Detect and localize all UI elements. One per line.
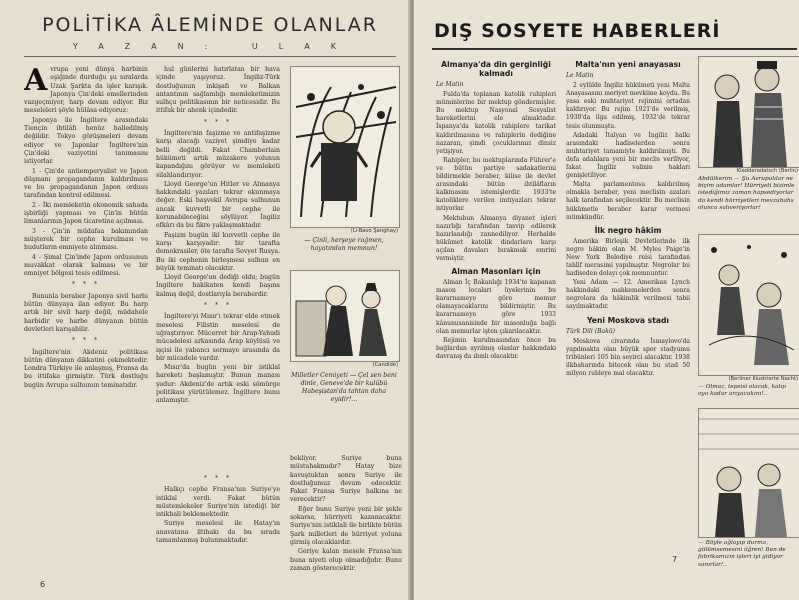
cartoon-1-caption: — Çinli, herşeye rağmen, hayatından memnun! <box>304 237 384 252</box>
dateline: Türk Dili (Bakü) <box>566 327 615 335</box>
headline: Malta'nın yeni anayasası <box>575 60 681 69</box>
paragraph: Rejimin kurulmasından önce bu bağlardan ayrılmış olanlar hakkındaki davranış da ılımlı olacaktır. <box>436 336 556 360</box>
right-page-title: DIŞ SOSYETE HABERLERİ <box>434 20 721 42</box>
headline: Alman Masonları için <box>451 267 541 277</box>
paragraph: Lloyd George'un dediği oldu; bugün İngiltere hakikaten kendi başına kalmış değil, dostlarıyla beraberdir. <box>156 274 280 298</box>
section-divider: * * * <box>203 302 233 310</box>
cartoon-illustration-4 <box>698 234 799 376</box>
page-number: 7 <box>672 555 678 564</box>
section-divider: * * * <box>203 475 233 482</box>
title-rule <box>24 56 396 57</box>
cartoon-4-caption: — Olmaz, tepsisi olacak, kalıp oya kadar arıyacakını!.. <box>698 384 786 398</box>
paragraph: Moskova civarında İsmaylovo'da yapılmakta olan büyük spor stadyumu tribünleri 105 bin seyirci alacaktır. 1938 ilkbaharında bitecek olan bu stad 50 milyon rubleye mal olacaktır. <box>566 337 690 377</box>
paragraph: Japonya ile İngiltere arasındaki Tiençin ihtilâfı henüz halledilmiş değildir. Tokyo görüşmeleri devam ediyor ve Japonlar İngiltere'nin Çin'deki vaziyetini tanımasını istiyorlar. <box>24 116 148 166</box>
article-column-3-bottom <box>290 455 402 587</box>
cartoon-3-caption: Abdülkerim — Şu Avrupalılar ne biçim adamlar! Hürriyeti bizimle istediğimiz zaman hapsediyorlar da kendi hürriyetleri mevzubahs olunca salıveriyorlar! <box>698 176 795 211</box>
paragraph: Eğer bunu Suriye yeni bir şekle sokarsa, hürriyeti kazanacaktır. Suriye'nin istiklali ile birlikte bütün Şark milletleri de hürriyet yoluna girmiş olacaklardır. <box>290 505 402 546</box>
paragraph: Mısır'da bugün yeni bir istiklal hareketi başlamıştır. Bunun manası şudur: Akdeniz'de artık eski sömürge politikası yürütülemez. İngiltere bunu anlamıştır. <box>156 364 280 405</box>
cartoon-2-credit: (Candide) <box>372 362 398 368</box>
dateline: Le Matin <box>436 81 464 88</box>
dateline: Le Matin <box>566 72 594 79</box>
left-page-title: POLİTİKA ÂLEMİNDE OLANLAR <box>42 14 378 36</box>
paragraph: 2 eylülde İngiliz hükümeti yeni Malta Anayasasını meriyet mevkiine koydu. Bu yasa eski muhtariyet rejimini ortadan kaldırıyor. Bu rejim 1921'de verilmiş, 1930'da ilga edilmiş, 1932'de tekrar tesis olunmuştu. <box>566 82 690 130</box>
cartoon-5-caption: — Böyle ağlayıp durma, gülümsemesini öğren! Ben de fabrikamızın işleri iyi gidiyor sanırlar!.. <box>698 540 786 568</box>
paragraph: Suriye meselesi ile Hatay'ın anavatana iltihakı da bu sırada tamamlanmış bulunmaktadır. <box>156 520 280 545</box>
paragraph: Adadaki İtalyan ve İngiliz halkı arasındaki hadiselerden sonra muhtariyet tamamiyle kaldırılmıştı. Bu defa adalılara yeni bir meclis veriliyor, fakat İngiliz valinin hakları genişletiliyor. <box>566 131 690 180</box>
paragraph: İngiltere'nin faşizme ve antifaşizme karşı alacağı vaziyet şimdiye kadar belli değildi. Fakat Chamberlain hükümeti artık müzakere yolunun kapandığını görüyor ve memleketi silahlandırıyor. <box>156 130 280 179</box>
cartoon-1-credit: (Li-Bavo Şanghay) <box>350 228 398 234</box>
paragraph: Halkçı cephe Fransa'nın Suriye'ye istiklal verdi. Fakat bütün müstemlekeler Suriye'nin istediği bir istikbali beklemektedir. <box>156 486 280 519</box>
paragraph: Amerika Birleşik Devletlerinde ilk negro hâkim olan M. Myles Paige'in New York Belediye reisi tarafından tahlif merasimi yapılmıştır. Negrolar bu hadiseden dolayı çok memnuntur. <box>566 237 690 278</box>
section-divider: * * * <box>71 337 101 345</box>
news-column-2 <box>566 56 690 596</box>
paragraph: Malta parlamentosu kaldırılmış olmakla beraber, yeni meclisin azaları halk tarafından seçilecektir. Bu meclisin hükümetle beraber karar vermesi mümkündür. <box>566 181 690 221</box>
paragraph: Yeni Adam — 12. Amerikan Lynch hakkındaki mahkemelerden sonra negrolara da hâkimlik verilmesi tabii sayılmaktadır. <box>566 279 690 311</box>
section-divider: * * * <box>71 281 101 289</box>
headline: İlk negro hâkim <box>594 225 662 235</box>
paragraph: Mektubun Almanya diyanet işleri nazırlığı tarafından tasvip edilerek hazırlandığı zannediliyor. Herhalde hükümet katolik dindarlara karşı açılan davaları bırakmak emrini vermiştir. <box>436 214 556 262</box>
paragraph: İngiltere'yi Mısır'ı tekrar elde etmek meselesi Filistin meselesi de uğraştırıyor. Mücerret bir Arap-Yahudi mücadelesi arkasında Arap köylüsü ve işçisi ile yabancı sermaye arasında da bir mücadele vardır. <box>156 313 280 362</box>
left-page-byline: YAZAN: ULAK <box>72 42 358 51</box>
cartoon-3-credit: Kladderadatsch (Berlin) <box>736 168 798 174</box>
cartoon-illustration-5 <box>698 408 799 538</box>
article-column-2 <box>156 66 280 461</box>
cartoon-drawing <box>291 67 399 227</box>
paragraph: vrupa yeni dünya harbinin eşiğinde durduğu şu sıralarda Uzak Şarkta da işler karışık. Japonya Çin'deki emellerinden vazgeçmiyor, harp devam ediyor. Biz meseleleri şöyle hülâsa ediyoruz: <box>24 66 148 115</box>
paragraph: Fulda'da toplanan katolik ruhipleri müminlerine bir mektup göndermişler. Bu mektup Nasyonal Sosyalist hareketlerini ele almaktadır. İspanya'da katolik rahiplere tarikat kaldırılmasına ve rahiplerin dediğine nazaran, şimdi çocuklarımız dinsiz yetişiyor. <box>436 91 556 155</box>
cartoon-drawing <box>291 271 399 361</box>
paragraph: 3 - Çin'in müdafaa bakımından müşterek bir cephe kurulması ve hudutların emniyete alınması. <box>24 227 148 252</box>
section-divider: * * * <box>203 118 233 126</box>
cartoon-column <box>698 56 799 600</box>
paragraph: Bununla beraber Japonya sivil harbi bütün dünyaya ilan ediyor. Bu harp artık bir sivil harp değil, müdahele harbidir ve harbe dünyanın bütün devletleri karışabilir. <box>24 292 148 333</box>
paragraph: bekliyor. Suriye buna müstahakmıdır? Hatay bize kavuştuktan sonra Suriye ile dostluğumuz devam edecektir. Fakat Fransa Suriye halkına ne verecektir? <box>290 455 402 504</box>
paragraph: hul günlerini hatırlatan bir hava içinde yaşıyoruz. İngiliz-Türk dostluğunun inkişafı ve Balkan antantının sağlamlığı memleketimizin sulhçu politikasının bir neticesidir. Bu ittifak bir ahenk içindedir. <box>156 66 280 115</box>
cartoon-illustration-1 <box>290 66 400 228</box>
paragraph: Lloyd George'un Hitler ve Almanya hakkındaki yazıları tekrar okunmaya değer. Eski başvekil Avrupa sulhunun ancak kuvvetli bir cephe ile korunabileceğini söylüyor. İngiliz efkârı da bu fikre yaklaşmaktadır. <box>156 180 280 230</box>
cartoon-drawing <box>699 409 799 537</box>
paragraph: 4 - Şimal Çin'inde Japon ordusunun muvakkat olarak kalması ve bir emniyet bölgesi tesis edilmesi. <box>24 253 148 278</box>
cartoon-drawing <box>699 57 799 167</box>
paragraph: İngiltere'nin Akdeniz politikası bütün dünyanın dikkatini çekmektedir. Londra Türkiye ile anlaşmış, Fransa da bu ittifaka girmiştir. Türk dostluğu bugün Avrupa sulhunun teminatıdır. <box>24 348 148 389</box>
title-rule <box>432 48 797 50</box>
cartoon-4-credit: (Berliner Illustrierte Nacht) <box>728 376 798 382</box>
cartoon-illustration-2 <box>290 270 400 362</box>
right-page <box>414 0 799 600</box>
cartoon-2-caption: Milletler Cemiyeti — Çel sen beni dinle, Geneve'de bir kulübü Habeşistan'da tahtan daha eyidir!... <box>291 372 397 403</box>
paragraph: Faşizm bugün iki kuvvetli cephe ile karşı karşıyadır: bir tarafta demokrasiler, öte tarafta Sovyet Rusya. Bu iki cephenin birleşmesi sulhun en büyük teminatı olacaktır. <box>156 231 280 272</box>
paragraph: Alman İç Bakanlığı 1934'te kapanan mason locaları üyelerinin bu kararnameye göre memur olamayacaklarını bildirmiştir. Bu kararnameye göre 1933 kânunusanisinde bir masonluğa bağlı olan memurlar işten çıkarılacaktır. <box>436 279 556 335</box>
headline: Almanya'da din gerginliği kalmadı <box>441 60 551 78</box>
article-column-1 <box>24 66 148 581</box>
cartoon-drawing <box>699 235 799 375</box>
paragraph: 2 - İki memleketin ekonomik sahada işbirliği yapması ve Çin'in bütün limanlarının Japon ticaretine açılması. <box>24 201 148 226</box>
paragraph: 1 - Çin'de antiemperyalist ve Japon düşmanı propagandanın kaldırılması ve bu propagandanın Japon ordusu tarafından kontrol edilmesi. <box>24 167 148 200</box>
paragraph: Geriye kalan mesele Fransa'nın buna niyeti olup olmadığıdır. Bunu zaman gösterecektir. <box>290 548 402 572</box>
paragraph: Rahipler, bu mektuplarında Führer'e ve bütün partiye sadakatlerini bildirmekle beraber, kilise ile devlet arasındaki bütün ihtilâfların kalkmasını istemişlerdir. 1933'te katoliklere verilen imtiyazları tekrar istiyorlar. <box>436 156 556 213</box>
page-number: 6 <box>40 580 46 589</box>
drop-cap: A <box>24 66 48 98</box>
news-column-1 <box>436 56 556 596</box>
headline: Yeni Moskova stadı <box>587 315 669 325</box>
cartoon-illustration-3 <box>698 56 799 168</box>
article-column-2-bottom <box>156 472 280 587</box>
